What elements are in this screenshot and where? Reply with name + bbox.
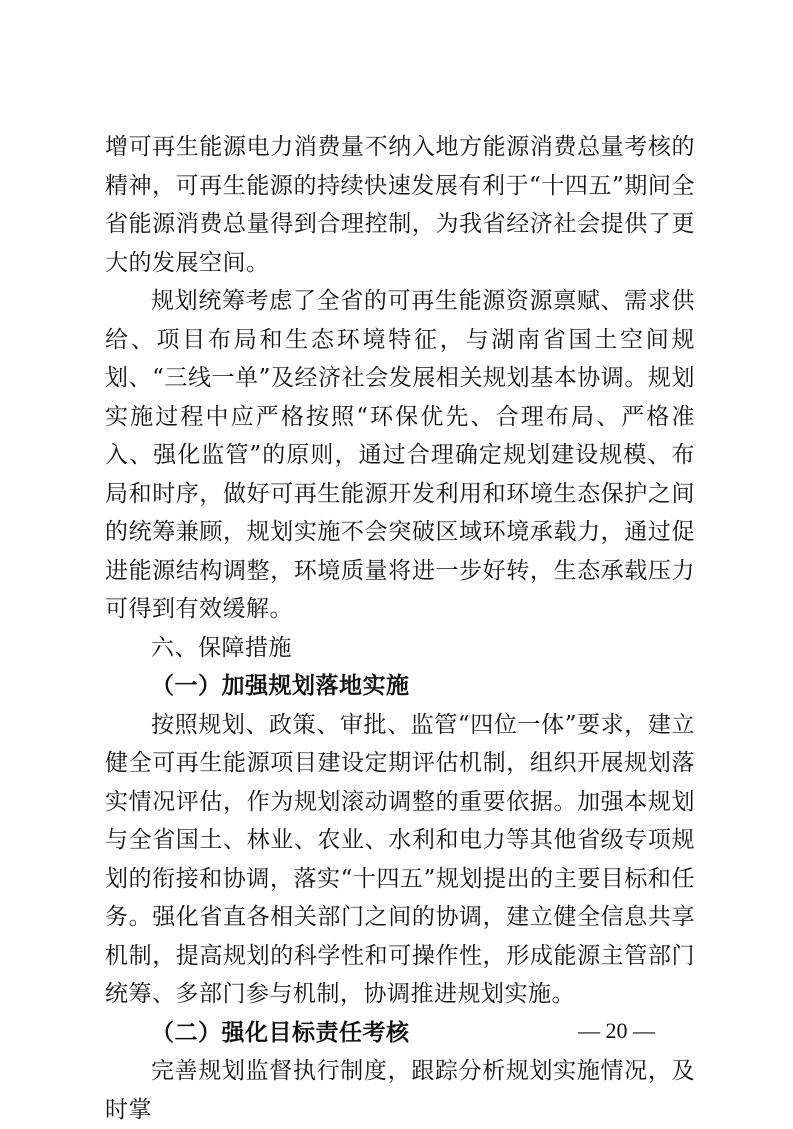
paragraph-planning-coordination: 规划统筹考虑了全省的可再生能源资源禀赋、需求供给、项目布局和生态环境特征，与湖南省国土空间规划、“三线一单”及经济社会发展相关规划基本协调。规划实施过程中应严格按照“环保优先、合理布局、严格准入、强化监管”的原则，通过合理确定规划建设规模、布局和时序，做好可再生能源开发利用和环境生态保护之间的统筹兼顾，规划实施不会突破区域环境承载力，通过促进能源结构调整，环境质量将进一步好转，生态承载压力可得到有效缓解。 — [105, 288, 695, 622]
subsection-heading-implementation: （一）加强规划落地实施 — [151, 672, 410, 699]
paragraph-continued: 增可再生能源电力消费量不纳入地方能源消费总量考核的精神，可再生能源的持续快速发展有利于“十四五”期间全省能源消费总量得到合理控制，为我省经济社会提供了更大的发展空间。 — [105, 134, 695, 276]
paragraph-implementation: 按照规划、政策、审批、监管“四位一体”要求，建立健全可再生能源项目建设定期评估机制，组织开展规划落实情况评估，作为规划滚动调整的重要依据。加强本规划与全省国土、林业、农业、水利和电力等其他省级专项规划的衔接和协调，落实“十四五”规划提出的主要目标和任务。强化省直各相关部门之间的协调，建立健全信息共享机制，提高规划的科学性和可操作性，形成能源主管部门统筹、多部门参与机制，协调推进规划实施。 — [105, 711, 695, 1007]
paragraph-assessment: 完善规划监督执行制度，跟踪分析规划实施情况，及时掌 — [105, 1058, 695, 1123]
document-body — [105, 128, 695, 1129]
section-heading-safeguards: 六、保障措施 — [151, 634, 292, 661]
subsection-heading-assessment: （二）强化目标责任考核 — [151, 1018, 410, 1046]
page-number: — 20 — — [578, 1018, 655, 1043]
